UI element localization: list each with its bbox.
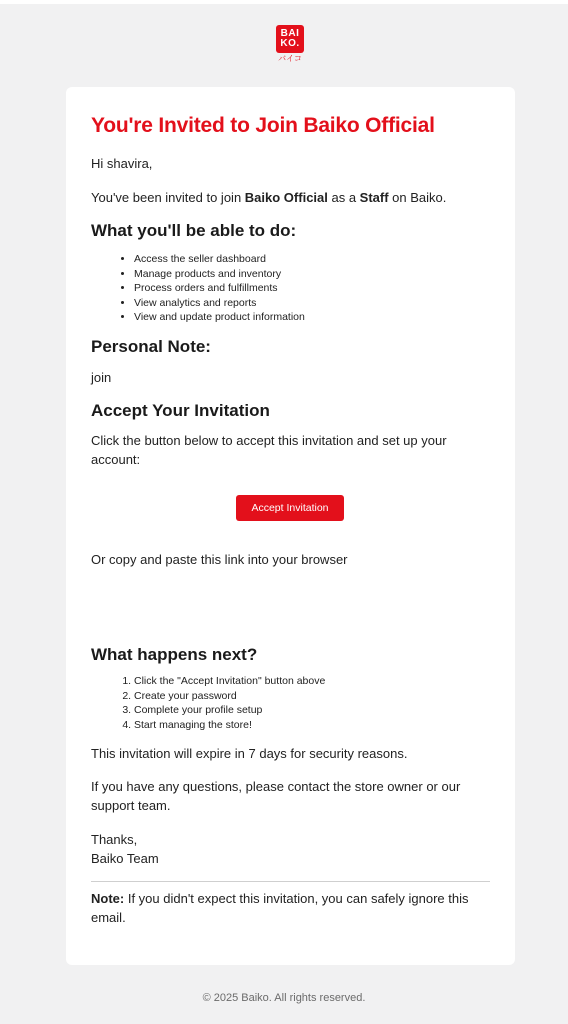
expiry-text: This invitation will expire in 7 days for security reasons. — [91, 746, 408, 761]
email-title: You're Invited to Join Baiko Official — [91, 114, 435, 137]
accept-text: Click the button below to accept this invitation and set up your account: — [91, 433, 447, 467]
sign-off — [91, 830, 490, 868]
greeting: Hi shavira, — [91, 156, 153, 171]
list-item: 1. Click the "Accept Invitation" button above — [134, 674, 490, 689]
list-item: 4. Start managing the store! — [134, 718, 490, 733]
next-steps-list — [91, 674, 490, 732]
intro-text — [91, 188, 490, 207]
list-item: • Access the seller dashboard — [134, 252, 490, 267]
copy-link-text: Or copy and paste this link into your browser — [91, 552, 348, 567]
list-item: 2. Create your password — [134, 689, 490, 704]
note-label: Note: — [91, 891, 125, 906]
ignore-note — [91, 889, 490, 927]
logo-kana: バイコ — [278, 54, 302, 63]
logo-line-1: BAI — [280, 28, 300, 39]
list-item: • View analytics and reports — [134, 296, 490, 311]
role-name: Staff — [359, 190, 389, 205]
email-card — [66, 87, 515, 965]
store-name: Baiko Official — [244, 190, 328, 205]
list-item: • Manage products and inventory — [134, 267, 490, 282]
intro-middle: as a — [327, 190, 360, 205]
abilities-heading: What you'll be able to do: — [91, 221, 297, 240]
divider — [91, 881, 490, 882]
signature: Baiko Team — [91, 851, 159, 866]
footer-copyright: © 2025 Baiko. All rights reserved. — [202, 992, 366, 1004]
next-steps-heading: What happens next? — [91, 645, 258, 664]
intro-suffix: on Baiko. — [388, 190, 447, 205]
note-footer-text: If you didn't expect this invitation, you can safely ignore this email. — [91, 891, 469, 925]
logo-line-2: KO. — [280, 38, 300, 49]
top-bar — [0, 0, 568, 4]
accept-invitation-button[interactable]: Accept Invitation — [236, 495, 344, 521]
logo-mark — [276, 25, 304, 53]
accept-heading: Accept Your Invitation — [91, 401, 270, 420]
abilities-list — [91, 252, 490, 325]
list-item: • Process orders and fulfillments — [134, 281, 490, 296]
baiko-logo — [276, 25, 304, 63]
intro-prefix: You've been invited to join — [91, 190, 245, 205]
list-item: 3. Complete your profile setup — [134, 703, 490, 718]
personal-note-heading: Personal Note: — [91, 337, 211, 356]
thanks-text: Thanks, — [91, 832, 138, 847]
personal-note-text: join — [91, 370, 112, 385]
list-item: • View and update product information — [134, 310, 490, 325]
questions-text: If you have any questions, please contact the store owner or our support team. — [91, 779, 461, 813]
